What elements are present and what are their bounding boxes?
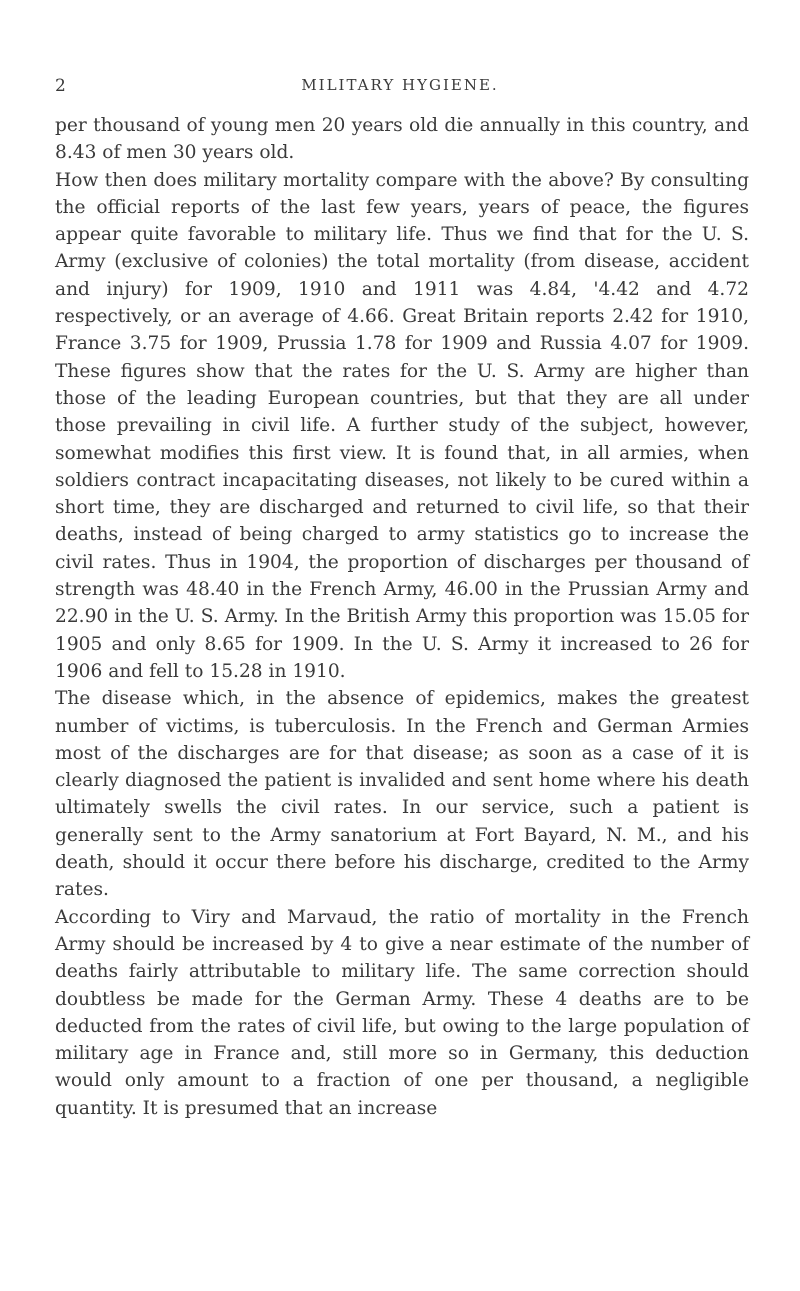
paragraph-2: How then does military mortality compare with the above? By consulting the official reports of the last few years, years of peace, the figures appear quite favorable to military life. Thus we find that for the U. S. Army (exclusive of colonies) the total mortality (from disease, accident and injury) for 1909, 1910 and 1911 was 4.84, '4.42 and 4.72 respectively, or an average of 4.66. Great Britain reports 2.42 for 1910, France 3.75 for 1909, Prussia 1.78 for 1909 and Russia 4.07 for 1909. These figures show that the rates for the U. S. Army are higher than those of the leading European countries, but that they are all under those prevailing in civil life. A further study of the subject, however, somewhat modifies this first view. It is found that, in all armies, when soldiers contract incapacitating diseases, not likely to be cured within a short time, they are discharged and returned to civil life, so that their deaths, instead of being charged to army statistics go to increase the civil rates. Thus in 1904, the proportion of discharges per thousand of strength was 48.40 in the French Army, 46.00 in the Prussian Army and 22.90 in the U. S. Army. In the British Army this proportion was 15.05 for 1905 and only 8.65 for 1909. In the U. S. Army it increased to 26 for 1906 and fell to 15.28 in 1910. — [55, 169, 749, 682]
running-title: MILITARY HYGIENE. — [301, 76, 499, 94]
body-text — [55, 112, 749, 1122]
paragraph-4: According to Viry and Marvaud, the ratio of mortality in the French Army should be increased by 4 to give a near estimate of the number of deaths fairly attributable to military life. The same correction should doubtless be made for the German Army. These 4 deaths are to be deducted from the rates of civil life, but owing to the large population of military age in France and, still more so in Germany, this deduction would only amount to a fraction of one per thousand, a negligible quantity. It is presumed that an increase — [55, 906, 749, 1119]
page-number: 2 — [55, 76, 67, 96]
paragraph-3: The disease which, in the absence of epidemics, makes the greatest number of victims, is tuberculosis. In the French and German Armies most of the discharges are for that disease; as soon as a case of it is clearly diagnosed the patient is invalided and sent home where his death ultimately swells the civil rates. In our service, such a patient is generally sent to the Army sanatorium at Fort Bayard, N. M., and his death, should it occur there before his discharge, credited to the Army rates. — [55, 688, 749, 901]
paragraph-1: per thousand of young men 20 years old die annually in this country, and 8.43 of men 30 years old. — [55, 115, 749, 164]
